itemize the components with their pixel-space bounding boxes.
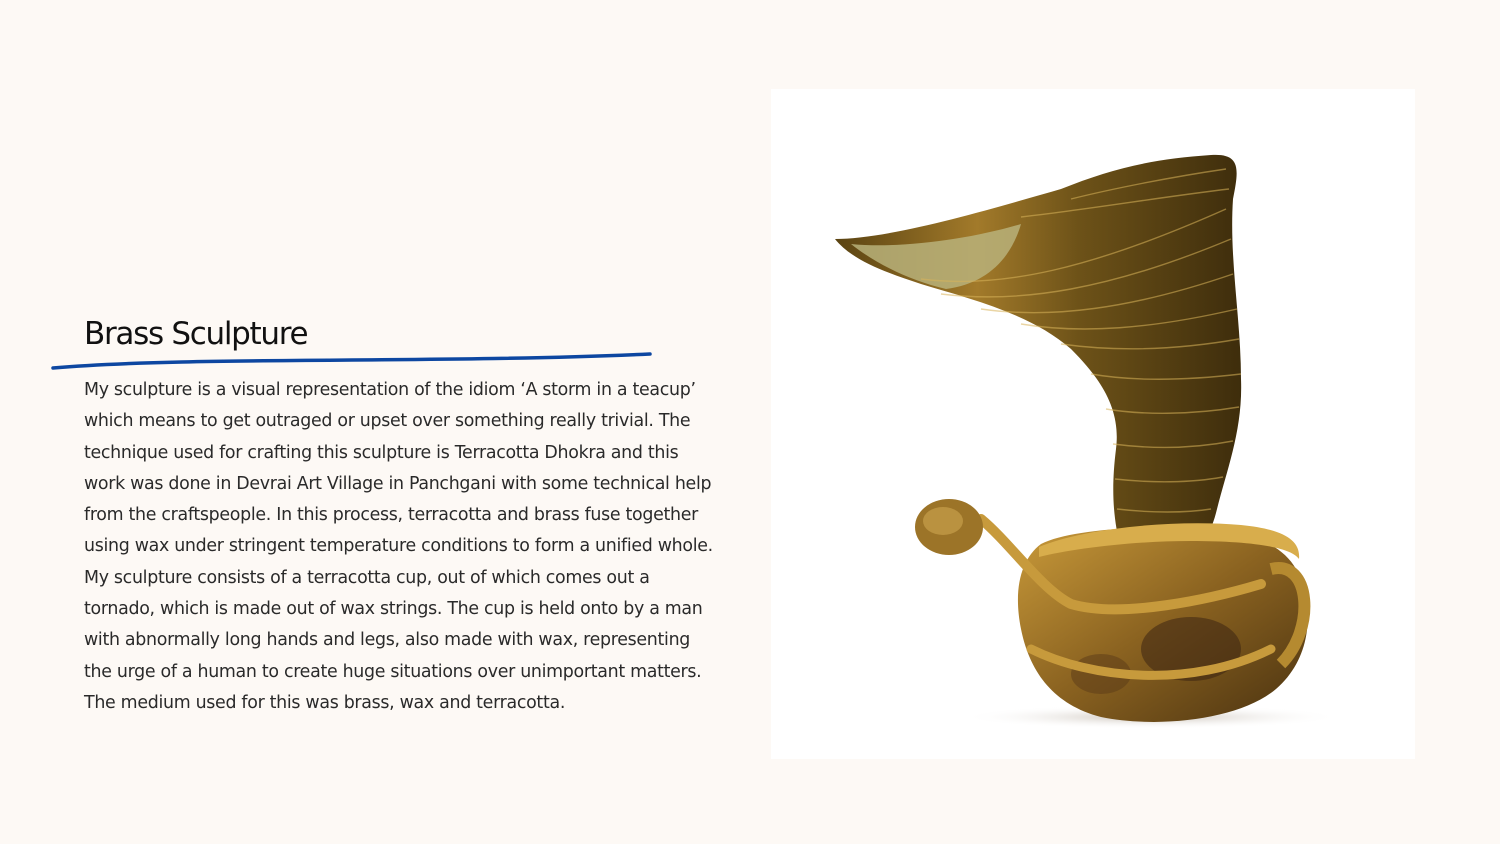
title-underline (50, 346, 656, 374)
slide-title: Brass Sculpture (84, 316, 308, 352)
sculpture-photo (771, 89, 1415, 759)
brass-sculpture-image (771, 89, 1415, 759)
sculpture-description: My sculpture is a visual representation of the idiom ‘A storm in a teacup’ which means to get outraged or upset over something really trivial. The technique used for crafting this sculpture is Terracotta Dhokra and this work was done in Devrai Art Village in Panchgani with some technical help from the craftspeople. In this process, terracotta and brass fuse together using wax under stringent temperature conditions to form a unified whole. My sculpture consists of a terracotta cup, out of which comes out a tornado, which is made out of wax strings. The cup is held onto by a man with abnormally long hands and legs, also made with wax, representing the urge of a human to create huge situations over unimportant matters. The medium used for this was brass, wax and terracotta. (84, 380, 713, 713)
